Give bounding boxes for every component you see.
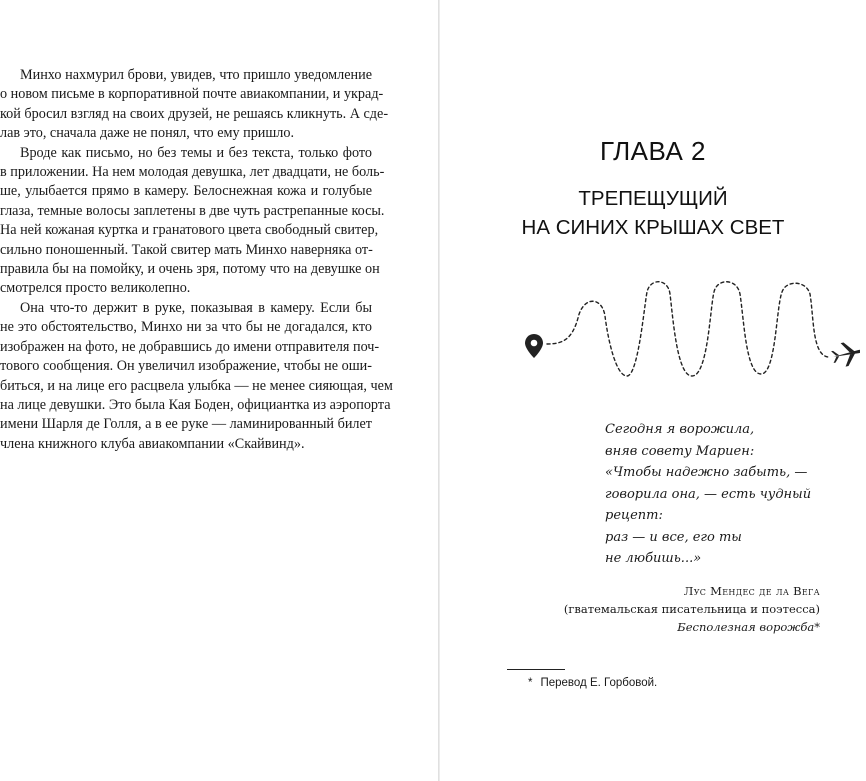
- dotted-route-path: [547, 282, 830, 376]
- epigraph-line: не любишь...»: [605, 551, 702, 566]
- chapter-title-line: НА СИНИХ КРЫШАХ СВЕТ: [521, 216, 785, 239]
- footnote: [528, 677, 657, 689]
- text-line: ше, улыбается прямо в камеру. Белоснежная кожа и голубые: [0, 183, 372, 200]
- text-line: Она что-то держит в руке, показывая в камеру. Если бы: [20, 299, 372, 316]
- text-line: глаза, темные волосы заплетены в две чуть растрепанные косы.: [0, 202, 385, 219]
- chapter-title: [440, 184, 866, 242]
- text-line: Минхо нахмурил брови, увидев, что пришло уведомление: [20, 67, 372, 83]
- body-text: [0, 66, 393, 454]
- epigraph-author: Лус Мендес де ла Вега: [683, 584, 820, 598]
- epigraph-line: Сегодня я ворожила,: [605, 422, 755, 437]
- airplane-icon: [830, 339, 860, 369]
- text-line: в приложении. На нем молодая девушка, лет двадцати, не боль-: [0, 164, 385, 181]
- text-line: изображен на фото, не добравшись до имени отправителя поч-: [0, 338, 380, 355]
- map-pin-icon: [525, 334, 543, 358]
- text-line: правила бы на помойку, и очень зря, потому что на девушке он: [0, 261, 380, 278]
- flight-route-illustration: [520, 278, 860, 388]
- footnote-divider: [507, 669, 565, 670]
- text-line: на лице девушки. Это была Кая Боден, официантка из аэропорта: [0, 396, 391, 413]
- text-line: Вроде как письмо, но без темы и без текста, только фото: [20, 144, 372, 161]
- epigraph-line: говорила она, — есть чудный рецепт:: [605, 486, 812, 523]
- epigraph-line: «Чтобы надежно забыть, —: [605, 465, 808, 480]
- epigraph-author-note: (гватемальская писательница и поэтесса): [563, 602, 820, 616]
- text-line: кой бросил взгляд на своих друзей, не решаясь кликнуть. А сде-: [0, 105, 389, 122]
- text-line: На ней кожаная куртка и гранатового цвета свободный свитер,: [0, 222, 379, 239]
- text-line: лав это, сначала даже не понял, что ему пришло.: [0, 125, 295, 142]
- text-line: тового сообщения. Он увеличил изображение, чтобы не оши-: [0, 358, 372, 375]
- epigraph-attribution: [564, 582, 820, 636]
- text-line: члена книжного клуба авиакомпании «Скайвинд».: [0, 435, 305, 452]
- text-line: биться, и на лице его расцвела улыбка — не менее сияющая, чем: [0, 377, 393, 394]
- text-line: сильно поношенный. Такой свитер мать Минхо наверняка от-: [0, 241, 373, 258]
- epigraph-work: Бесполезная ворожба*: [677, 620, 820, 634]
- chapter-title-line: ТРЕПЕЩУЩИЙ: [578, 187, 728, 210]
- right-page: [440, 0, 866, 781]
- footnote-text: Перевод Е. Горбовой.: [540, 677, 658, 689]
- epigraph-line: раз — и все, его ты: [605, 529, 742, 545]
- text-line: не это обстоятельство, Минхо ни за что бы не догадался, кто: [0, 319, 372, 336]
- text-line: имени Шарля де Голля, а в ее руке — ламинированный билет: [0, 416, 372, 433]
- text-line: о новом письме в корпоративной почте авиакомпании, и украд-: [0, 86, 384, 103]
- footnote-mark: *: [528, 677, 533, 689]
- chapter-number: ГЛАВА 2: [599, 136, 707, 166]
- text-line: смотрелся просто великолепно.: [0, 280, 191, 297]
- epigraph: [605, 419, 845, 570]
- epigraph-line: вняв совету Мариен:: [605, 443, 755, 459]
